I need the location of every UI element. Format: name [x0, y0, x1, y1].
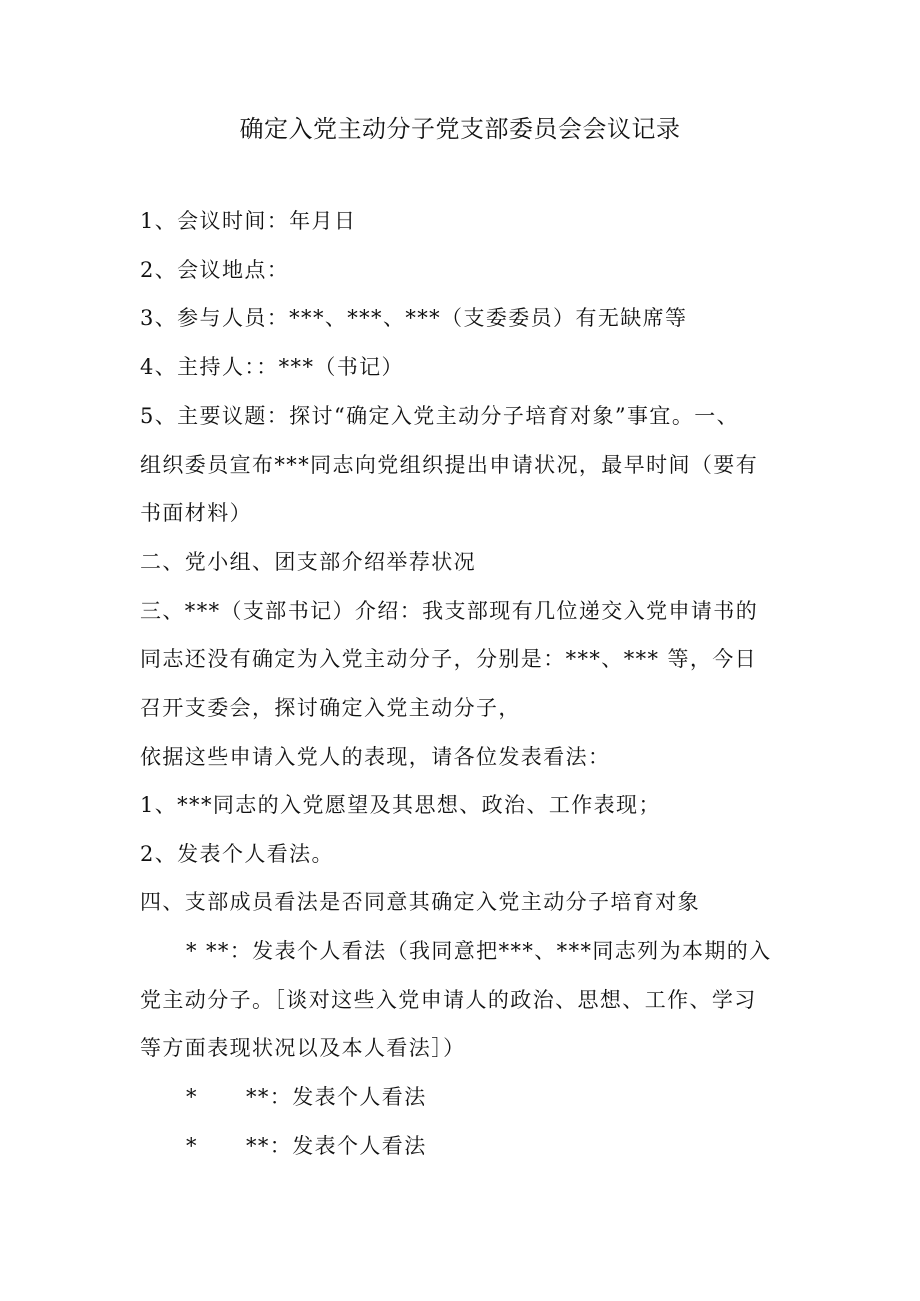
member-opinion-text: **：发表个人看法: [246, 1134, 427, 1158]
section-three-line-3: 召开支委会，探讨确定入党主动分子，: [140, 696, 521, 720]
topic-line-1: 5、主要议题：探讨“确定入党主动分子培育对象”事宜。一、: [140, 404, 740, 428]
member-opinion-text: **：发表个人看法: [246, 1085, 427, 1109]
section-three-line-1: 三、***（支部书记）介绍：我支部现有几位递交入党申请书的: [140, 599, 759, 623]
placeholder-star: *: [186, 1134, 198, 1158]
discussion-item-1: 1、***同志的入党愿望及其思想、政治、工作表现；: [140, 793, 661, 817]
placeholder-star: *: [186, 1085, 198, 1109]
meeting-time-line: 1、会议时间：年月日: [140, 209, 357, 233]
discussion-item-2: 2、发表个人看法。: [140, 842, 334, 866]
section-four-line: 四、支部成员看法是否同意其确定入党主动分子培育对象: [140, 890, 700, 914]
topic-line-3: 书面材料）: [140, 501, 252, 525]
member-opinion-row: [186, 1131, 846, 1161]
document-title: 确定入党主动分子党支部委员会会议记录: [239, 115, 681, 143]
participants-line: 3、参与人员：***、***、***（支委委员）有无缺席等: [140, 306, 688, 330]
basis-line: 依据这些申请入党人的表现，请各位发表看法：: [140, 745, 611, 769]
host-line: 4、主持人：：***（书记）: [140, 355, 404, 379]
opinion-line-1: * **：发表个人看法（我同意把***、***同志列为本期的入: [186, 939, 772, 963]
opinion-line-2: 党主动分子。［谈对这些入党申请人的政治、思想、工作、学习: [140, 988, 757, 1012]
section-two-line: 二、党小组、团支部介绍举荐状况: [140, 550, 476, 574]
opinion-line-3: 等方面表现状况以及本人看法］）: [140, 1036, 466, 1060]
topic-line-2: 组织委员宣布***同志向党组织提出申请状况，最早时间（要有: [140, 453, 759, 477]
section-three-line-2: 同志还没有确定为入党主动分子，分别是：***、*** 等，今日: [140, 647, 758, 671]
member-opinion-row: [186, 1082, 846, 1112]
meeting-location-line: 2、会议地点：: [140, 258, 290, 282]
